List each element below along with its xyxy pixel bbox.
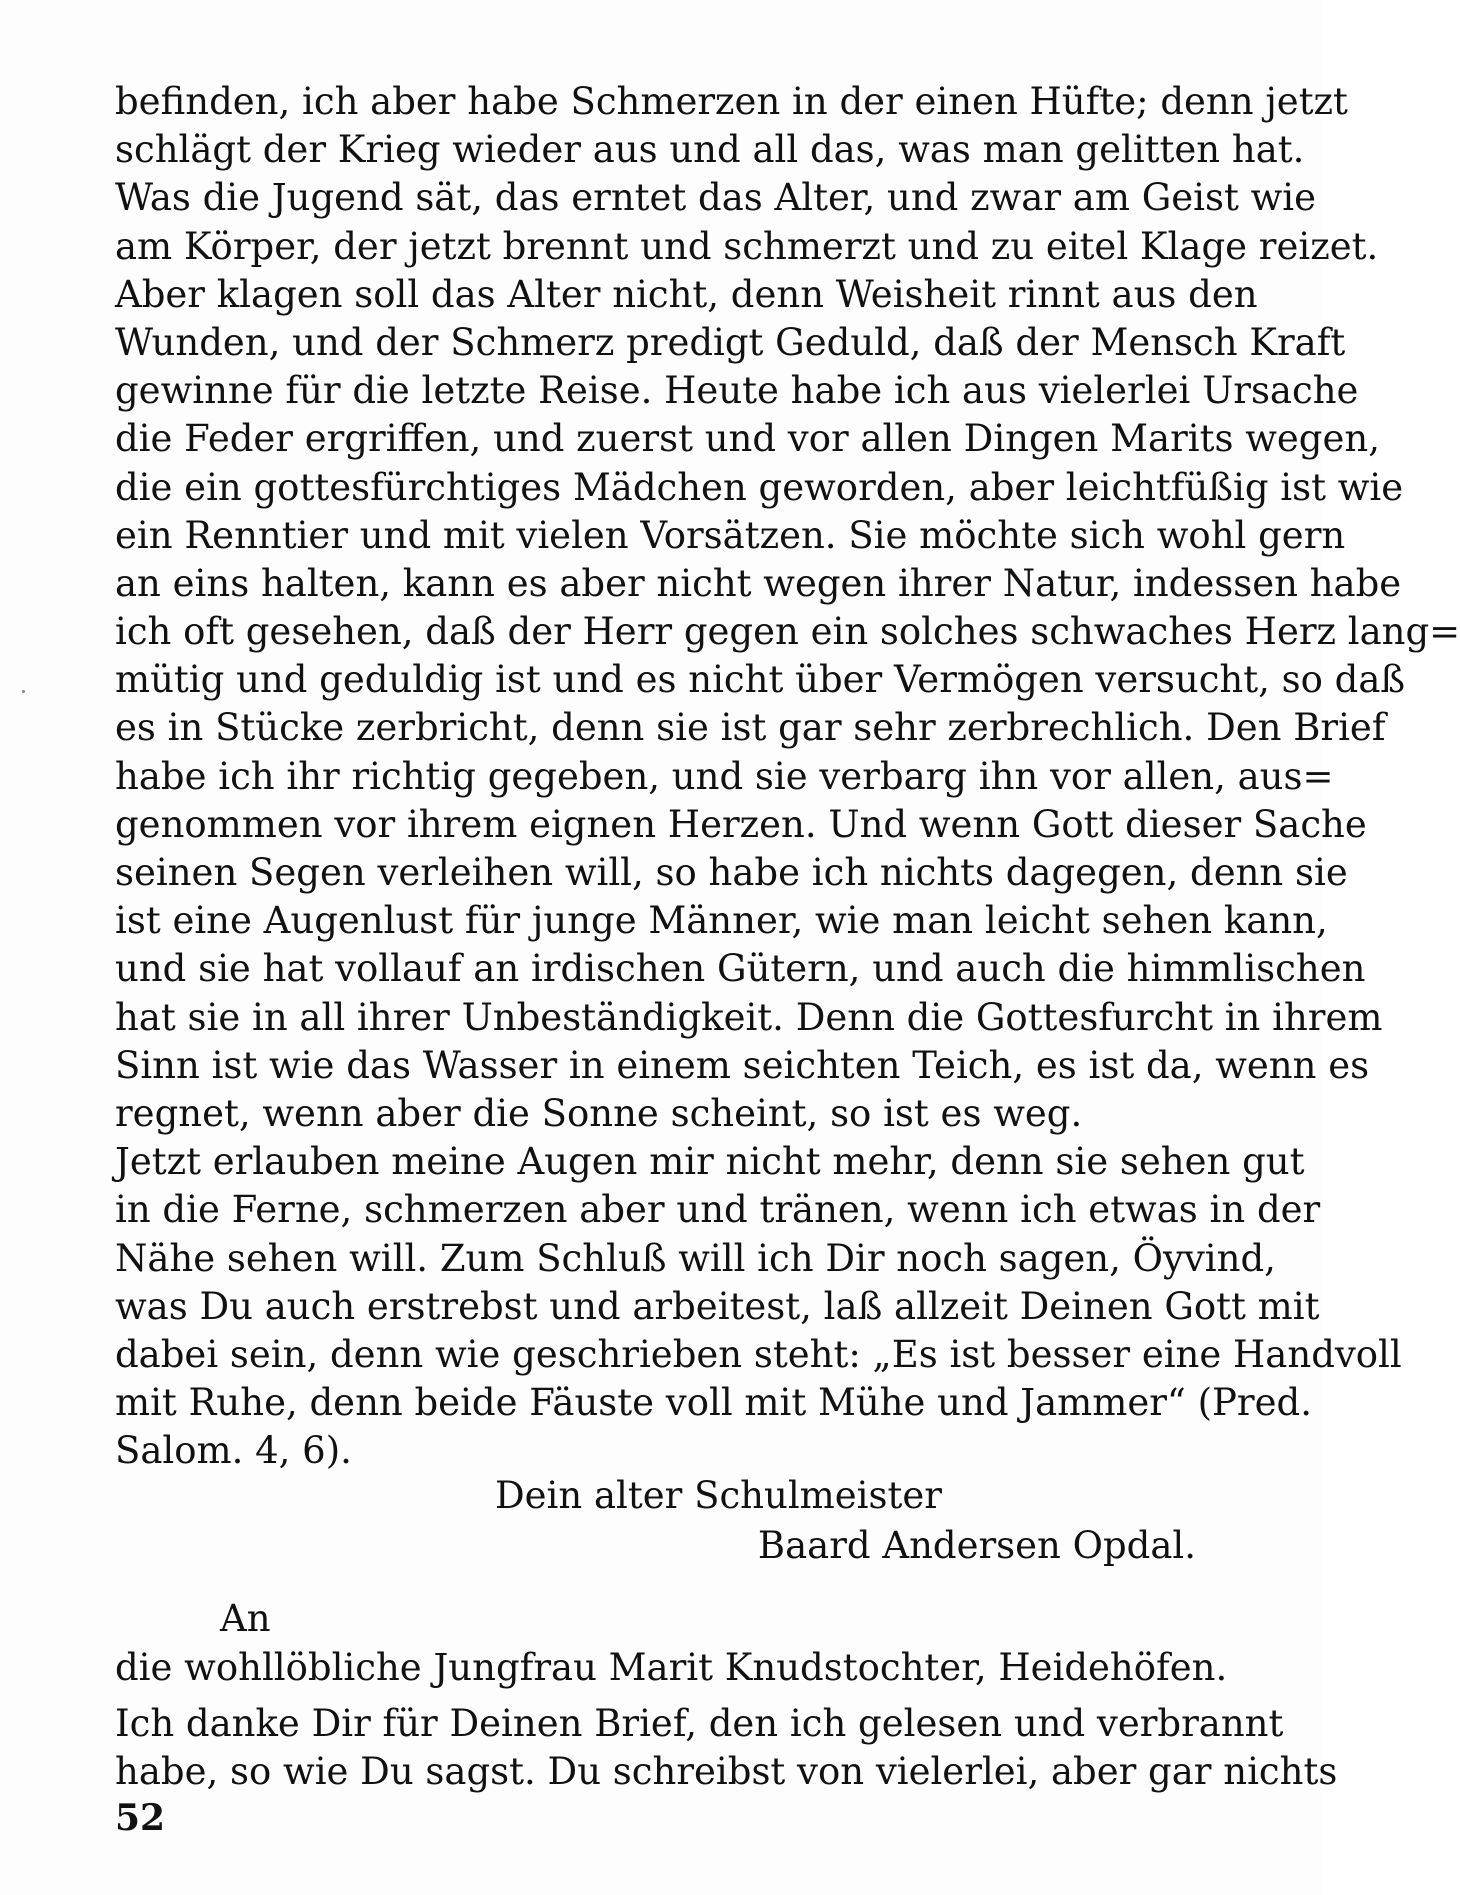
body-line: Nähe sehen will. Zum Schluß will ich Dir noch sagen, Öyvind, <box>115 1236 1276 1280</box>
body-line: in die Ferne, schmerzen aber und tränen, wenn ich etwas in der <box>115 1188 1321 1232</box>
body-line: an eins halten, kann es aber nicht wegen ihrer Natur, indessen habe <box>115 561 1402 605</box>
body-line: regnet, wenn aber die Sonne scheint, so ist es weg. <box>115 1091 1083 1135</box>
body-line: mütig und geduldig ist und es nicht über Vermögen versucht, so daß <box>115 658 1406 702</box>
body-line: die ein gottesfürchtiges Mädchen geworden, aber leichtfüßig ist wie <box>115 465 1404 509</box>
body-line: genommen vor ihrem eignen Herzen. Und wenn Gott dieser Sache <box>115 802 1367 846</box>
letter-body <box>115 78 1460 1475</box>
body-line: habe, so wie Du sagst. Du schreibst von vielerlei, aber gar nichts <box>115 1750 1338 1794</box>
body-line: Salom. 4, 6). <box>115 1429 352 1473</box>
body-line: und sie hat vollauf an irdischen Gütern, und auch die himmlischen <box>115 947 1366 991</box>
body-line: habe ich ihr richtig gegeben, und sie verbarg ihn vor allen, aus= <box>115 754 1334 798</box>
page-number: 52 <box>115 1797 166 1839</box>
body-line: ist eine Augenlust für junge Männer, wie man leicht sehen kann, <box>115 899 1328 943</box>
body-line: seinen Segen verleihen will, so habe ich nichts dagegen, denn sie <box>115 851 1348 894</box>
body-line: mit Ruhe, denn beide Fäuste voll mit Mühe und Jammer“ (Pred. <box>115 1381 1312 1425</box>
next-letter <box>115 1700 1338 1796</box>
body-line: ich oft gesehen, daß der Herr gegen ein solches schwaches Herz lang= <box>115 610 1460 654</box>
body-line: es in Stücke zerbricht, denn sie ist gar sehr zerbrechlich. Den Brief <box>115 706 1386 750</box>
signature: Baard Andersen Opdal. <box>757 1524 1196 1567</box>
body-line: hat sie in all ihrer Unbeständigkeit. Denn die Gottesfurcht in ihrem <box>115 995 1383 1039</box>
body-line: Aber klagen soll das Alter nicht, denn Weisheit rinnt aus den <box>115 272 1258 316</box>
address-recipient: die wohllöbliche Jungfrau Marit Knudstochter, Heidehöfen. <box>115 1646 1228 1689</box>
body-line: ein Renntier und mit vielen Vorsätzen. Sie möchte sich wohl gern <box>115 513 1346 557</box>
body-line: die Feder ergriffen, und zuerst und vor allen Dingen Marits wegen, <box>115 417 1380 461</box>
body-line: schlägt der Krieg wieder aus und all das, was man gelitten hat. <box>115 128 1305 172</box>
body-line: befinden, ich aber habe Schmerzen in der einen Hüfte; denn jetzt <box>115 80 1348 123</box>
body-line: Ich danke Dir für Deinen Brief, den ich gelesen und verbrannt <box>115 1702 1284 1745</box>
body-line: was Du auch erstrebst und arbeitest, laß allzeit Deinen Gott mit <box>115 1284 1320 1328</box>
body-line: Sinn ist wie das Wasser in einem seichten Teich, es ist da, wenn es <box>115 1043 1370 1087</box>
body-line: dabei sein, denn wie geschrieben steht: „Es ist besser eine Handvoll <box>115 1332 1402 1376</box>
body-line: am Körper, der jetzt brennt und schmerzt und zu eitel Klage reizet. <box>115 224 1379 268</box>
body-line: Jetzt erlauben meine Augen mir nicht mehr, denn sie sehen gut <box>115 1140 1305 1184</box>
body-line: Wunden, und der Schmerz predigt Geduld, daß der Mensch Kraft <box>115 320 1346 364</box>
valediction: Dein alter Schulmeister <box>495 1474 942 1517</box>
body-line: Was die Jugend sät, das erntet das Alter, und zwar am Geist wie <box>115 176 1317 220</box>
address-to: An <box>220 1597 271 1640</box>
margin-speck <box>22 690 25 693</box>
body-line: gewinne für die letzte Reise. Heute habe ich aus vielerlei Ursache <box>115 369 1359 413</box>
